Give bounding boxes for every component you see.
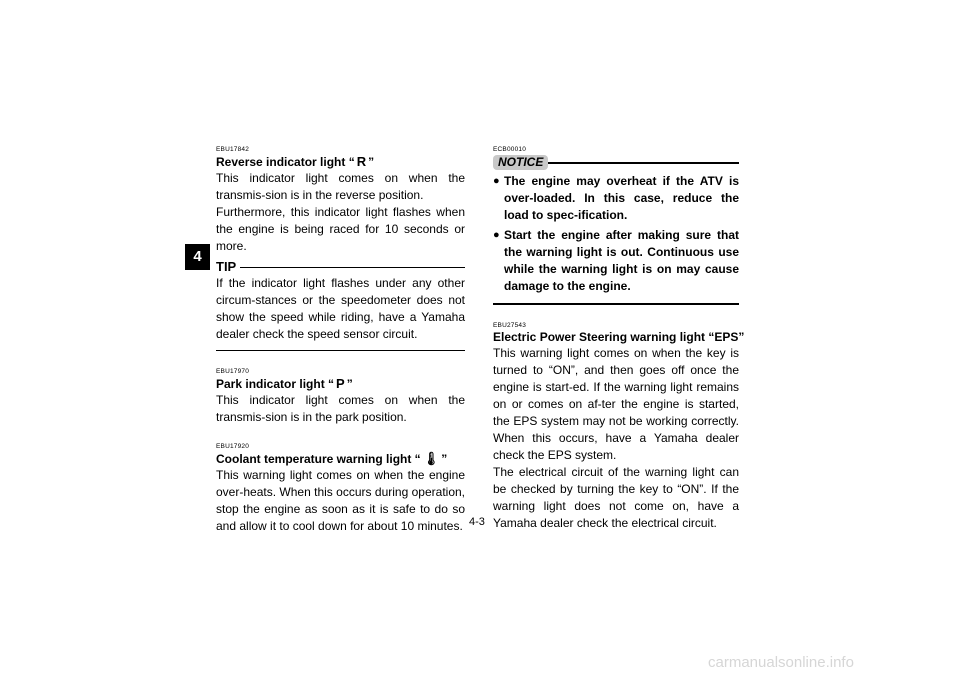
heading-park-indicator: Park indicator light “ P ” [216,376,353,391]
chapter-tab: 4 [185,244,210,270]
tip-header [216,259,465,275]
heading-eps-warning: Electric Power Steering warning light “EPS” [493,330,745,344]
tip-rule-bottom [216,350,465,351]
park-symbol-icon: P [336,376,345,391]
paragraph-reverse-1: This indicator light comes on when the transmis-sion is in the reverse position. [216,171,465,202]
thermometer-icon: 🌡 [422,451,440,466]
section-code-reverse: EBU17842 [216,146,250,153]
right-column [493,146,745,532]
paragraph-eps-2: The electrical circuit of the warning light can be checked by turning the key to “ON”. If the warning light does not come on, have a Yamaha dealer check the electrical circuit. [493,465,739,530]
section-code-coolant: EBU17920 [216,443,250,450]
notice-bullet-2-text: Start the engine after making sure that the warning light is out. Continuous use while the warning light is on may cause damage to the engine. [504,228,739,293]
page-number: 4-3 [469,516,485,528]
notice-rule-bottom [493,303,739,305]
tip-rule-top [240,267,465,268]
section-code-park: EBU17970 [216,368,250,375]
notice-bullet-2 [493,227,739,295]
heading-coolant-warning: Coolant temperature warning light “ 🌡 ” [216,451,448,466]
notice-header [493,155,739,170]
reverse-symbol-icon: R [356,154,367,169]
section-code-notice: ECB00010 [493,146,527,153]
left-column [216,146,465,535]
paragraph-park-1: This indicator light comes on when the transmis-sion is in the park position. [216,393,465,424]
paragraph-coolant-1: This warning light comes on when the engine over-heats. When this occurs during operation, stop the engine as soon as it is safe to do so and allow it to cool down for about 10 minutes. [216,468,465,533]
bullet-icon: ● [493,229,500,241]
bullet-icon: ● [493,175,500,187]
watermark: carmanualsonline.info [708,654,854,671]
notice-bullet-1 [493,173,739,224]
notice-rule-top [548,162,739,164]
paragraph-eps-1: This warning light comes on when the key is turned to “ON”, and then goes off once the engine is start-ed. If the warning light remains on or comes on af-ter the engine is started, the EPS system may not be working correctly. When this occurs, have a Yamaha dealer check the EPS system. [493,346,739,462]
paragraph-reverse-2: Furthermore, this indicator light flashes when the engine is being raced for 10 seconds or more. [216,205,465,253]
tip-text: If the indicator light flashes under any other circum-stances or the speedometer does not show the speed while riding, have a Yamaha dealer check the speed sensor circuit. [216,276,465,341]
heading-reverse-indicator: Reverse indicator light “ R ” [216,154,375,169]
notice-bullet-1-text: The engine may overheat if the ATV is over-loaded. In this case, reduce the load to spec-ification. [504,174,739,222]
notice-label: NOTICE [493,155,548,170]
tip-label: TIP [216,259,237,274]
section-code-eps: EBU27543 [493,322,527,329]
